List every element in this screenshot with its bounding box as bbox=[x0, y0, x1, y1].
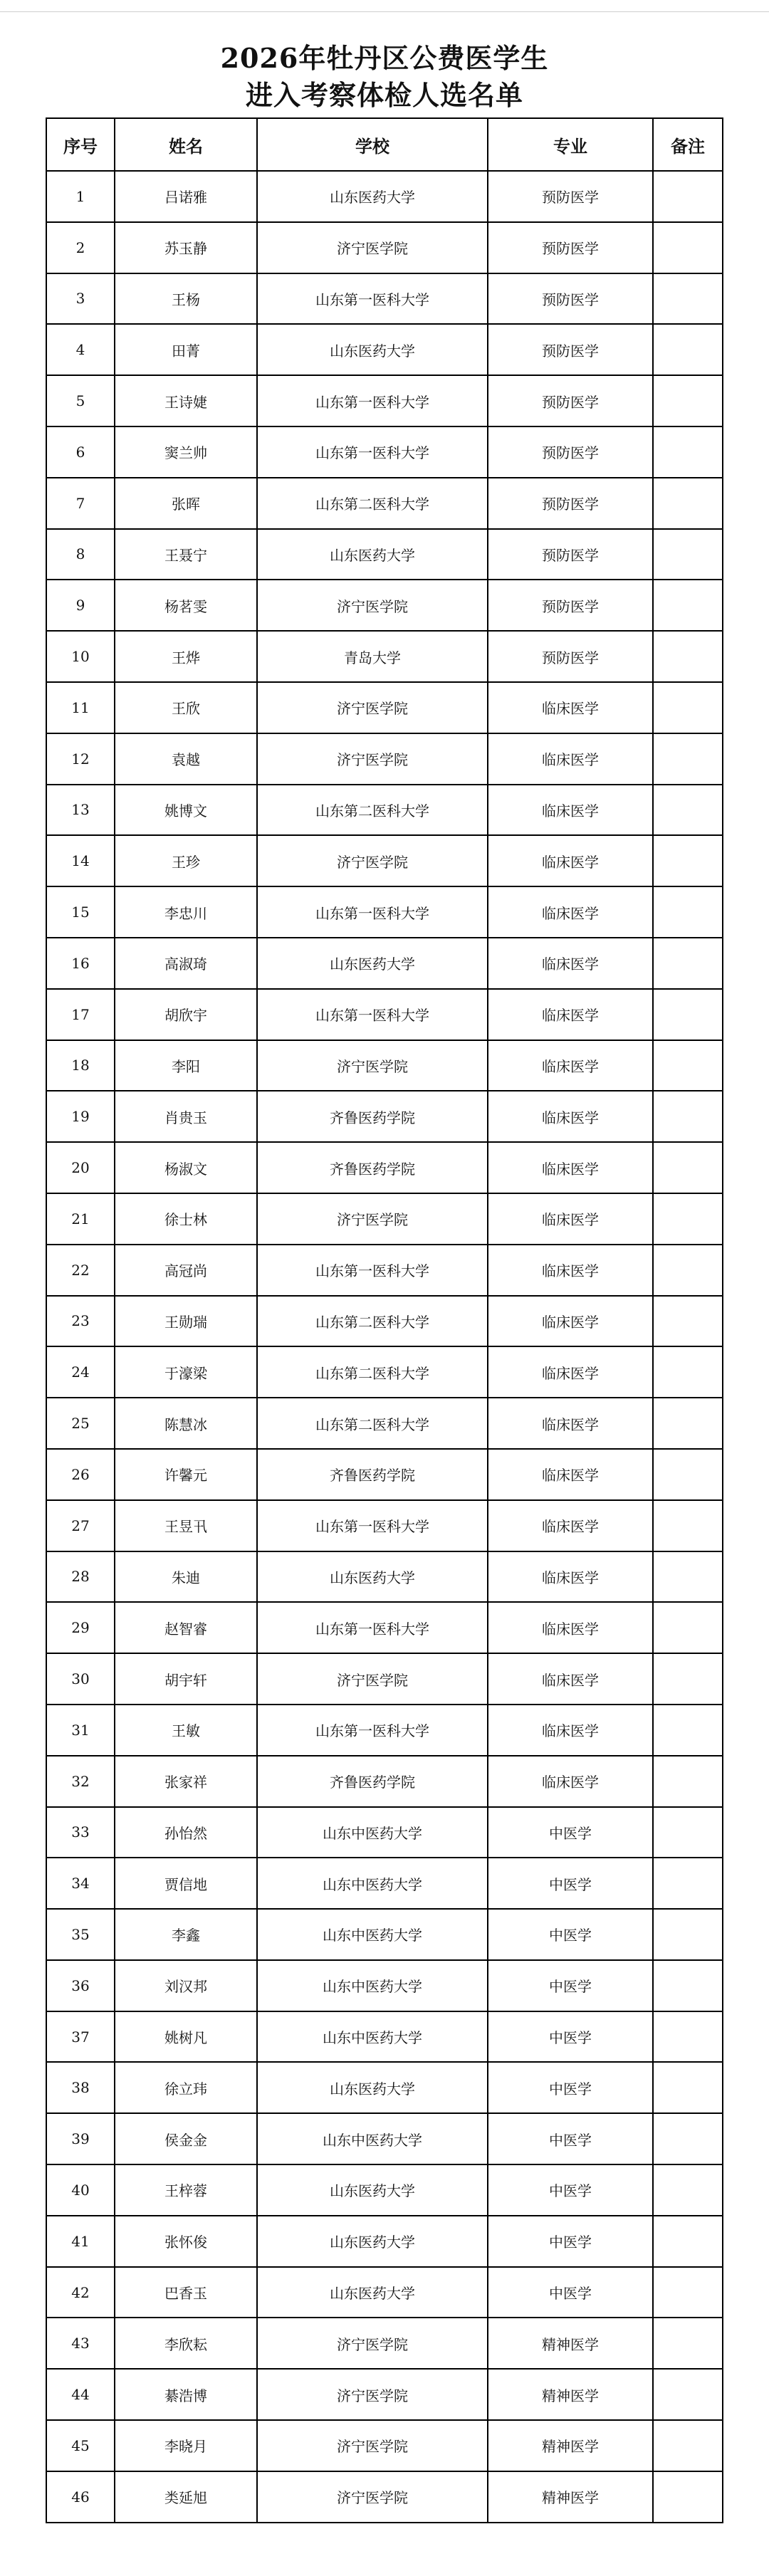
cell-name: 贾信地 bbox=[115, 1858, 257, 1909]
table-row bbox=[46, 2113, 723, 2164]
cell-note bbox=[653, 2164, 723, 2216]
cell-major: 中医学 bbox=[488, 1807, 653, 1858]
cell-note bbox=[653, 2420, 723, 2471]
table-row bbox=[46, 938, 723, 989]
cell-no: 2 bbox=[46, 222, 115, 273]
cell-school: 山东第二医科大学 bbox=[257, 1346, 488, 1398]
cell-major: 预防医学 bbox=[488, 222, 653, 273]
cell-major: 精神医学 bbox=[488, 2318, 653, 2369]
cell-note bbox=[653, 1398, 723, 1449]
cell-major: 临床医学 bbox=[488, 1449, 653, 1500]
cell-major: 中医学 bbox=[488, 1909, 653, 1960]
cell-major: 临床医学 bbox=[488, 886, 653, 938]
table-row bbox=[46, 1398, 723, 1449]
cell-major: 中医学 bbox=[488, 2164, 653, 2216]
table-row bbox=[46, 478, 723, 529]
cell-no: 17 bbox=[46, 989, 115, 1040]
cell-major: 中医学 bbox=[488, 2011, 653, 2063]
cell-school: 山东医药大学 bbox=[257, 2267, 488, 2318]
cell-school: 济宁医学院 bbox=[257, 835, 488, 886]
cell-note bbox=[653, 2011, 723, 2063]
cell-major: 预防医学 bbox=[488, 631, 653, 682]
cell-school: 济宁医学院 bbox=[257, 682, 488, 733]
cell-note bbox=[653, 785, 723, 836]
cell-no: 27 bbox=[46, 1500, 115, 1551]
cell-name: 赵智睿 bbox=[115, 1602, 257, 1653]
cell-school: 山东中医药大学 bbox=[257, 1807, 488, 1858]
cell-major: 中医学 bbox=[488, 2267, 653, 2318]
table-row bbox=[46, 580, 723, 631]
cell-name: 徐立玮 bbox=[115, 2062, 257, 2113]
header-no: 序号 bbox=[46, 118, 115, 171]
cell-no: 12 bbox=[46, 733, 115, 785]
table-row bbox=[46, 2369, 723, 2420]
table-row bbox=[46, 682, 723, 733]
cell-name: 綦浩博 bbox=[115, 2369, 257, 2420]
cell-note bbox=[653, 1245, 723, 1296]
cell-major: 中医学 bbox=[488, 2062, 653, 2113]
header-note: 备注 bbox=[653, 118, 723, 171]
table-row bbox=[46, 171, 723, 222]
cell-major: 预防医学 bbox=[488, 171, 653, 222]
cell-name: 许馨元 bbox=[115, 1449, 257, 1500]
table-row bbox=[46, 529, 723, 580]
cell-school: 山东第一医科大学 bbox=[257, 1705, 488, 1756]
cell-school: 山东第二医科大学 bbox=[257, 1296, 488, 1347]
cell-no: 9 bbox=[46, 580, 115, 631]
cell-no: 43 bbox=[46, 2318, 115, 2369]
table-row bbox=[46, 1449, 723, 1500]
cell-name: 王梓蓉 bbox=[115, 2164, 257, 2216]
cell-major: 临床医学 bbox=[488, 1602, 653, 1653]
cell-name: 朱迪 bbox=[115, 1551, 257, 1603]
table-row bbox=[46, 1807, 723, 1858]
cell-major: 预防医学 bbox=[488, 580, 653, 631]
table-row bbox=[46, 1705, 723, 1756]
cell-major: 临床医学 bbox=[488, 1551, 653, 1603]
cell-school: 齐鲁医药学院 bbox=[257, 1756, 488, 1807]
cell-no: 38 bbox=[46, 2062, 115, 2113]
header-major: 专业 bbox=[488, 118, 653, 171]
cell-no: 41 bbox=[46, 2216, 115, 2267]
cell-note bbox=[653, 222, 723, 273]
cell-no: 35 bbox=[46, 1909, 115, 1960]
cell-name: 陈慧冰 bbox=[115, 1398, 257, 1449]
cell-name: 王昱卂 bbox=[115, 1500, 257, 1551]
table-row bbox=[46, 1142, 723, 1193]
table-row bbox=[46, 2420, 723, 2471]
cell-school: 山东中医药大学 bbox=[257, 1909, 488, 1960]
cell-school: 山东医药大学 bbox=[257, 2062, 488, 2113]
cell-name: 李鑫 bbox=[115, 1909, 257, 1960]
cell-school: 山东医药大学 bbox=[257, 171, 488, 222]
cell-name: 高淑琦 bbox=[115, 938, 257, 989]
cell-name: 王杨 bbox=[115, 273, 257, 325]
header-school: 学校 bbox=[257, 118, 488, 171]
cell-school: 山东中医药大学 bbox=[257, 2011, 488, 2063]
cell-name: 张家祥 bbox=[115, 1756, 257, 1807]
cell-major: 中医学 bbox=[488, 1858, 653, 1909]
table-row bbox=[46, 273, 723, 325]
cell-school: 济宁医学院 bbox=[257, 2369, 488, 2420]
cell-note bbox=[653, 2062, 723, 2113]
cell-school: 齐鲁医药学院 bbox=[257, 1091, 488, 1142]
cell-no: 6 bbox=[46, 426, 115, 478]
table-row bbox=[46, 989, 723, 1040]
table-row bbox=[46, 1091, 723, 1142]
cell-name: 李欣耘 bbox=[115, 2318, 257, 2369]
cell-no: 14 bbox=[46, 835, 115, 886]
table-row bbox=[46, 1346, 723, 1398]
cell-school: 山东第一医科大学 bbox=[257, 1602, 488, 1653]
cell-note bbox=[653, 886, 723, 938]
top-divider bbox=[0, 11, 769, 12]
table-row bbox=[46, 324, 723, 375]
cell-note bbox=[653, 989, 723, 1040]
cell-major: 预防医学 bbox=[488, 273, 653, 325]
cell-no: 11 bbox=[46, 682, 115, 733]
cell-name: 高冠尚 bbox=[115, 1245, 257, 1296]
cell-note bbox=[653, 171, 723, 222]
cell-school: 济宁医学院 bbox=[257, 222, 488, 273]
cell-note bbox=[653, 1705, 723, 1756]
cell-major: 临床医学 bbox=[488, 785, 653, 836]
cell-no: 23 bbox=[46, 1296, 115, 1347]
cell-school: 山东中医药大学 bbox=[257, 1858, 488, 1909]
cell-note bbox=[653, 1858, 723, 1909]
cell-school: 山东第一医科大学 bbox=[257, 886, 488, 938]
cell-no: 4 bbox=[46, 324, 115, 375]
cell-name: 姚树凡 bbox=[115, 2011, 257, 2063]
cell-major: 中医学 bbox=[488, 2113, 653, 2164]
cell-name: 李忠川 bbox=[115, 886, 257, 938]
cell-major: 预防医学 bbox=[488, 426, 653, 478]
cell-school: 山东第一医科大学 bbox=[257, 989, 488, 1040]
cell-school: 济宁医学院 bbox=[257, 2471, 488, 2523]
table-row bbox=[46, 1500, 723, 1551]
cell-major: 临床医学 bbox=[488, 733, 653, 785]
cell-major: 临床医学 bbox=[488, 1346, 653, 1398]
table-row bbox=[46, 835, 723, 886]
cell-no: 13 bbox=[46, 785, 115, 836]
table-row bbox=[46, 1756, 723, 1807]
cell-no: 45 bbox=[46, 2420, 115, 2471]
cell-note bbox=[653, 682, 723, 733]
cell-major: 临床医学 bbox=[488, 1500, 653, 1551]
cell-major: 临床医学 bbox=[488, 1653, 653, 1705]
cell-name: 姚博文 bbox=[115, 785, 257, 836]
cell-name: 孙怡然 bbox=[115, 1807, 257, 1858]
cell-school: 济宁医学院 bbox=[257, 580, 488, 631]
cell-name: 于濠梁 bbox=[115, 1346, 257, 1398]
cell-no: 24 bbox=[46, 1346, 115, 1398]
cell-note bbox=[653, 631, 723, 682]
cell-note bbox=[653, 1807, 723, 1858]
cell-school: 山东第二医科大学 bbox=[257, 785, 488, 836]
cell-no: 20 bbox=[46, 1142, 115, 1193]
cell-no: 36 bbox=[46, 1960, 115, 2011]
cell-no: 28 bbox=[46, 1551, 115, 1603]
cell-major: 临床医学 bbox=[488, 1705, 653, 1756]
cell-note bbox=[653, 478, 723, 529]
table-row bbox=[46, 2011, 723, 2063]
cell-no: 29 bbox=[46, 1602, 115, 1653]
cell-name: 胡欣宇 bbox=[115, 989, 257, 1040]
table-row bbox=[46, 2216, 723, 2267]
cell-note bbox=[653, 2113, 723, 2164]
cell-name: 袁越 bbox=[115, 733, 257, 785]
cell-no: 32 bbox=[46, 1756, 115, 1807]
cell-major: 预防医学 bbox=[488, 375, 653, 426]
cell-major: 精神医学 bbox=[488, 2471, 653, 2523]
table-row bbox=[46, 1960, 723, 2011]
cell-note bbox=[653, 1602, 723, 1653]
cell-name: 刘汉邦 bbox=[115, 1960, 257, 2011]
cell-school: 济宁医学院 bbox=[257, 1040, 488, 1091]
cell-note bbox=[653, 1500, 723, 1551]
cell-note bbox=[653, 1756, 723, 1807]
cell-note bbox=[653, 2369, 723, 2420]
cell-school: 济宁医学院 bbox=[257, 2420, 488, 2471]
cell-name: 王诗婕 bbox=[115, 375, 257, 426]
cell-no: 25 bbox=[46, 1398, 115, 1449]
cell-name: 王欣 bbox=[115, 682, 257, 733]
cell-note bbox=[653, 273, 723, 325]
cell-school: 山东第一医科大学 bbox=[257, 273, 488, 325]
page-title-line-2: 进入考察体检人选名单 bbox=[245, 79, 523, 111]
cell-note bbox=[653, 1909, 723, 1960]
cell-no: 22 bbox=[46, 1245, 115, 1296]
cell-major: 临床医学 bbox=[488, 682, 653, 733]
cell-school: 山东医药大学 bbox=[257, 2164, 488, 2216]
cell-name: 苏玉静 bbox=[115, 222, 257, 273]
cell-no: 31 bbox=[46, 1705, 115, 1756]
cell-no: 44 bbox=[46, 2369, 115, 2420]
cell-major: 预防医学 bbox=[488, 529, 653, 580]
cell-school: 山东医药大学 bbox=[257, 2216, 488, 2267]
cell-no: 34 bbox=[46, 1858, 115, 1909]
cell-name: 王聂宁 bbox=[115, 529, 257, 580]
cell-major: 临床医学 bbox=[488, 1091, 653, 1142]
cell-note bbox=[653, 1551, 723, 1603]
cell-note bbox=[653, 529, 723, 580]
cell-school: 山东第一医科大学 bbox=[257, 426, 488, 478]
cell-school: 山东第二医科大学 bbox=[257, 478, 488, 529]
cell-school: 济宁医学院 bbox=[257, 2318, 488, 2369]
cell-major: 中医学 bbox=[488, 1960, 653, 2011]
cell-major: 精神医学 bbox=[488, 2369, 653, 2420]
cell-name: 王烨 bbox=[115, 631, 257, 682]
cell-major: 临床医学 bbox=[488, 938, 653, 989]
cell-no: 7 bbox=[46, 478, 115, 529]
cell-no: 42 bbox=[46, 2267, 115, 2318]
cell-no: 33 bbox=[46, 1807, 115, 1858]
cell-school: 齐鲁医药学院 bbox=[257, 1142, 488, 1193]
cell-school: 山东医药大学 bbox=[257, 529, 488, 580]
table-row bbox=[46, 2267, 723, 2318]
cell-name: 胡宇轩 bbox=[115, 1653, 257, 1705]
table-row bbox=[46, 1040, 723, 1091]
table-row bbox=[46, 2164, 723, 2216]
cell-school: 山东医药大学 bbox=[257, 1551, 488, 1603]
cell-school: 山东第一医科大学 bbox=[257, 375, 488, 426]
cell-note bbox=[653, 2216, 723, 2267]
cell-note bbox=[653, 733, 723, 785]
cell-no: 37 bbox=[46, 2011, 115, 2063]
cell-name: 窦兰帅 bbox=[115, 426, 257, 478]
cell-note bbox=[653, 938, 723, 989]
table-row bbox=[46, 1551, 723, 1603]
table-row bbox=[46, 2062, 723, 2113]
header-name: 姓名 bbox=[115, 118, 257, 171]
table-header-row bbox=[46, 118, 723, 171]
cell-no: 21 bbox=[46, 1193, 115, 1245]
cell-name: 王珍 bbox=[115, 835, 257, 886]
cell-note bbox=[653, 1449, 723, 1500]
table-row bbox=[46, 2471, 723, 2523]
table-body bbox=[46, 171, 723, 2523]
cell-name: 田菁 bbox=[115, 324, 257, 375]
table-row bbox=[46, 1858, 723, 1909]
cell-note bbox=[653, 324, 723, 375]
cell-major: 临床医学 bbox=[488, 989, 653, 1040]
table-row bbox=[46, 631, 723, 682]
cell-major: 临床医学 bbox=[488, 835, 653, 886]
cell-major: 预防医学 bbox=[488, 324, 653, 375]
cell-school: 齐鲁医药学院 bbox=[257, 1449, 488, 1500]
cell-name: 吕诺雅 bbox=[115, 171, 257, 222]
cell-no: 30 bbox=[46, 1653, 115, 1705]
cell-name: 杨茗雯 bbox=[115, 580, 257, 631]
cell-note bbox=[653, 1296, 723, 1347]
cell-name: 徐士林 bbox=[115, 1193, 257, 1245]
cell-major: 临床医学 bbox=[488, 1142, 653, 1193]
cell-note bbox=[653, 1040, 723, 1091]
cell-no: 8 bbox=[46, 529, 115, 580]
cell-no: 5 bbox=[46, 375, 115, 426]
cell-school: 山东医药大学 bbox=[257, 324, 488, 375]
cell-name: 类延旭 bbox=[115, 2471, 257, 2523]
table-row bbox=[46, 1909, 723, 1960]
cell-note bbox=[653, 426, 723, 478]
cell-major: 临床医学 bbox=[488, 1756, 653, 1807]
cell-major: 中医学 bbox=[488, 2216, 653, 2267]
cell-name: 巴香玉 bbox=[115, 2267, 257, 2318]
cell-school: 济宁医学院 bbox=[257, 733, 488, 785]
cell-name: 张怀俊 bbox=[115, 2216, 257, 2267]
table-row bbox=[46, 2318, 723, 2369]
cell-note bbox=[653, 1091, 723, 1142]
cell-no: 18 bbox=[46, 1040, 115, 1091]
cell-note bbox=[653, 835, 723, 886]
table-row bbox=[46, 1193, 723, 1245]
cell-note bbox=[653, 1960, 723, 2011]
cell-no: 26 bbox=[46, 1449, 115, 1500]
cell-school: 济宁医学院 bbox=[257, 1653, 488, 1705]
table-row bbox=[46, 1602, 723, 1653]
cell-no: 19 bbox=[46, 1091, 115, 1142]
cell-school: 山东第一医科大学 bbox=[257, 1500, 488, 1551]
cell-major: 临床医学 bbox=[488, 1193, 653, 1245]
table-row bbox=[46, 886, 723, 938]
cell-note bbox=[653, 1653, 723, 1705]
cell-name: 王勋瑞 bbox=[115, 1296, 257, 1347]
cell-major: 预防医学 bbox=[488, 478, 653, 529]
cell-no: 15 bbox=[46, 886, 115, 938]
table-row bbox=[46, 733, 723, 785]
cell-note bbox=[653, 2318, 723, 2369]
table-row bbox=[46, 375, 723, 426]
cell-note bbox=[653, 2471, 723, 2523]
cell-major: 临床医学 bbox=[488, 1040, 653, 1091]
cell-note bbox=[653, 1193, 723, 1245]
cell-no: 46 bbox=[46, 2471, 115, 2523]
cell-no: 3 bbox=[46, 273, 115, 325]
cell-no: 1 bbox=[46, 171, 115, 222]
candidate-table bbox=[46, 117, 723, 2523]
table-row bbox=[46, 1653, 723, 1705]
cell-name: 侯金金 bbox=[115, 2113, 257, 2164]
cell-major: 临床医学 bbox=[488, 1296, 653, 1347]
cell-school: 山东医药大学 bbox=[257, 938, 488, 989]
cell-note bbox=[653, 580, 723, 631]
cell-note bbox=[653, 375, 723, 426]
table-row bbox=[46, 785, 723, 836]
cell-no: 39 bbox=[46, 2113, 115, 2164]
cell-note bbox=[653, 1346, 723, 1398]
cell-major: 临床医学 bbox=[488, 1245, 653, 1296]
table-row bbox=[46, 426, 723, 478]
page-title-line-1: 2026年牡丹区公费医学生 bbox=[220, 42, 549, 74]
cell-major: 临床医学 bbox=[488, 1398, 653, 1449]
table-row bbox=[46, 222, 723, 273]
cell-school: 青岛大学 bbox=[257, 631, 488, 682]
cell-no: 40 bbox=[46, 2164, 115, 2216]
cell-name: 张晖 bbox=[115, 478, 257, 529]
cell-name: 王敏 bbox=[115, 1705, 257, 1756]
cell-name: 李晓月 bbox=[115, 2420, 257, 2471]
cell-school: 山东中医药大学 bbox=[257, 1960, 488, 2011]
cell-school: 济宁医学院 bbox=[257, 1193, 488, 1245]
cell-major: 精神医学 bbox=[488, 2420, 653, 2471]
cell-school: 山东中医药大学 bbox=[257, 2113, 488, 2164]
cell-note bbox=[653, 1142, 723, 1193]
table-row bbox=[46, 1245, 723, 1296]
cell-no: 10 bbox=[46, 631, 115, 682]
cell-name: 杨淑文 bbox=[115, 1142, 257, 1193]
cell-name: 李阳 bbox=[115, 1040, 257, 1091]
cell-no: 16 bbox=[46, 938, 115, 989]
cell-school: 山东第一医科大学 bbox=[257, 1245, 488, 1296]
cell-name: 肖贵玉 bbox=[115, 1091, 257, 1142]
cell-note bbox=[653, 2267, 723, 2318]
cell-school: 山东第二医科大学 bbox=[257, 1398, 488, 1449]
table-row bbox=[46, 1296, 723, 1347]
